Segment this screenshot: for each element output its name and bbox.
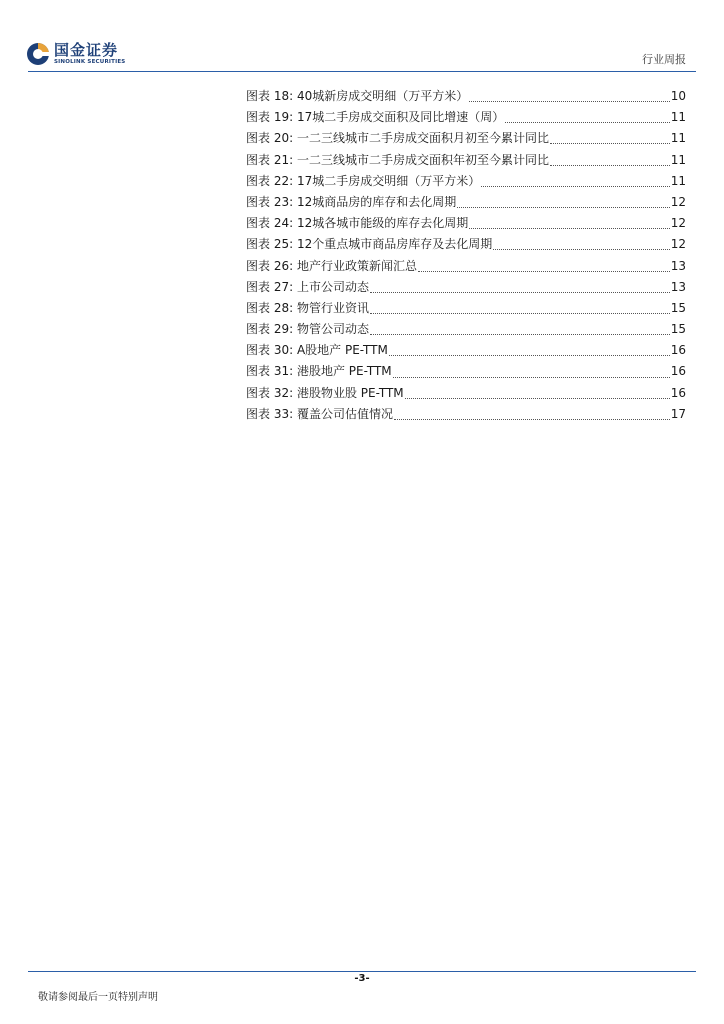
toc-row[interactable] [246, 235, 686, 256]
toc-row[interactable] [246, 87, 686, 108]
logo-english-name: SINOLINK SECURITIES [54, 58, 126, 65]
toc-figure-title: 物管公司动态 [296, 322, 369, 337]
toc-leader-dots [550, 143, 670, 144]
toc-figure-label: 图表 21: [246, 152, 294, 167]
toc-leader-dots [389, 355, 670, 356]
toc-row[interactable] [246, 320, 686, 341]
toc-figure-label: 图表 22: [246, 173, 294, 188]
toc-figure-label: 图表 20: [246, 131, 294, 146]
toc-leader-dots [550, 165, 670, 166]
toc-figure-label: 图表 33: [246, 406, 294, 421]
toc-page-number: 17 [670, 406, 686, 421]
toc-figure-label: 图表 29: [246, 322, 294, 337]
toc-figure-title: 港股物业股 PE-TTM [296, 385, 404, 400]
toc-row[interactable] [246, 362, 686, 383]
toc-page-number: 16 [670, 343, 686, 358]
toc-figure-title: 地产行业政策新闻汇总 [296, 258, 417, 273]
toc-page-number: 16 [670, 385, 686, 400]
header-divider [28, 71, 696, 72]
toc-page-number: 11 [670, 152, 686, 167]
toc-figure-title: 17城二手房成交面积及同比增速（周） [296, 110, 505, 125]
toc-row[interactable] [246, 278, 686, 299]
toc-leader-dots [418, 271, 670, 272]
toc-row[interactable] [246, 193, 686, 214]
toc-leader-dots [405, 398, 670, 399]
table-of-figures [246, 87, 686, 426]
footer-divider [28, 971, 696, 972]
logo-chinese-name: 国金证券 [54, 40, 119, 59]
toc-page-number: 11 [670, 131, 686, 146]
toc-leader-dots [469, 101, 669, 102]
report-type: 行业周报 [642, 53, 686, 66]
toc-figure-title: 40城新房成交明细（万平方米） [296, 89, 469, 103]
toc-page-number: 12 [670, 237, 686, 252]
toc-page-number: 11 [670, 173, 686, 188]
toc-figure-title: 12城商品房的库存和去化周期 [296, 194, 457, 209]
toc-row[interactable] [246, 129, 686, 150]
logo-mark-icon [26, 42, 50, 66]
toc-figure-label: 图表 24: [246, 216, 294, 231]
toc-figure-label: 图表 31: [246, 364, 294, 379]
toc-figure-title: 覆盖公司估值情况 [296, 406, 393, 421]
toc-figure-title: 物管行业资讯 [296, 300, 369, 315]
toc-leader-dots [505, 122, 669, 123]
toc-page-number: 11 [670, 110, 686, 125]
toc-leader-dots [493, 249, 669, 250]
toc-page-number: 13 [670, 258, 686, 273]
toc-row[interactable] [246, 151, 686, 172]
toc-page-number: 10 [670, 89, 686, 103]
toc-figure-label: 图表 18: [246, 89, 294, 103]
toc-leader-dots [393, 377, 670, 378]
toc-page-number: 15 [670, 300, 686, 315]
toc-figure-title: 一二三线城市二手房成交面积月初至今累计同比 [296, 131, 549, 146]
toc-leader-dots [394, 419, 670, 420]
toc-page-number: 12 [670, 194, 686, 209]
toc-row[interactable] [246, 172, 686, 193]
toc-page-number: 15 [670, 322, 686, 337]
toc-figure-label: 图表 32: [246, 385, 294, 400]
toc-figure-label: 图表 23: [246, 194, 294, 209]
toc-row[interactable] [246, 405, 686, 426]
toc-row[interactable] [246, 384, 686, 405]
toc-figure-title: A股地产 PE-TTM [296, 343, 388, 358]
toc-figure-title: 12城各城市能级的库存去化周期 [296, 216, 469, 231]
toc-leader-dots [370, 334, 670, 335]
toc-figure-title: 12个重点城市商品房库存及去化周期 [296, 237, 493, 252]
toc-row[interactable] [246, 108, 686, 129]
toc-figure-title: 上市公司动态 [296, 279, 369, 294]
toc-figure-label: 图表 30: [246, 343, 294, 358]
toc-figure-label: 图表 26: [246, 258, 294, 273]
toc-page-number: 13 [670, 279, 686, 294]
toc-page-number: 16 [670, 364, 686, 379]
page-header [0, 0, 724, 72]
toc-row[interactable] [246, 214, 686, 235]
toc-figure-label: 图表 25: [246, 237, 294, 252]
toc-page-number: 12 [670, 216, 686, 231]
toc-figure-title: 17城二手房成交明细（万平方米） [296, 173, 481, 188]
toc-figure-title: 港股地产 PE-TTM [296, 364, 392, 379]
page-number: -3- [354, 973, 370, 984]
company-logo [26, 42, 125, 66]
toc-leader-dots [469, 228, 669, 229]
toc-leader-dots [457, 207, 669, 208]
toc-row[interactable] [246, 257, 686, 278]
toc-leader-dots [370, 313, 670, 314]
toc-row[interactable] [246, 299, 686, 320]
toc-figure-label: 图表 28: [246, 300, 294, 315]
toc-figure-title: 一二三线城市二手房成交面积年初至今累计同比 [296, 152, 549, 167]
toc-leader-dots [481, 186, 669, 187]
toc-leader-dots [370, 292, 670, 293]
toc-figure-label: 图表 19: [246, 110, 294, 125]
toc-figure-label: 图表 27: [246, 279, 294, 294]
toc-row[interactable] [246, 341, 686, 362]
disclaimer-note: 敬请参阅最后一页特别声明 [38, 992, 158, 1003]
